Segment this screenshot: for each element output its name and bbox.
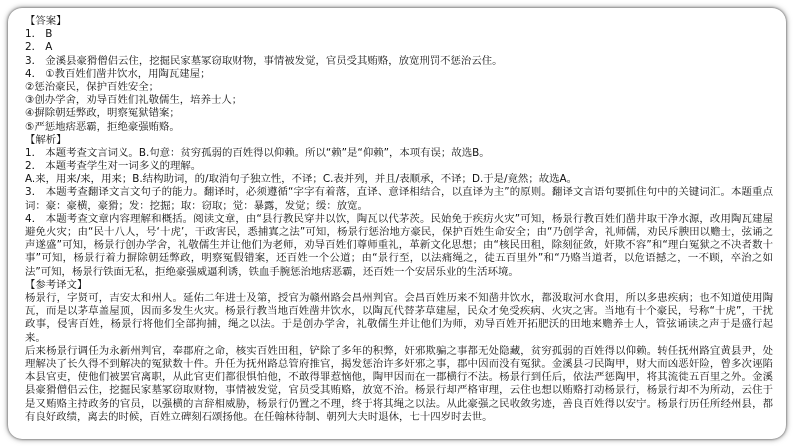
answer-4-item-1: 4． ①教百姓们凿井饮水，用陶瓦建屋；: [25, 67, 211, 80]
answer-1: 1． B: [25, 28, 53, 41]
document-page: [8, 8, 786, 439]
analysis-3: 3． 本题考查翻译文言文句子的能力。翻译时，必须遵循“字字有着落，直译、意译相结合，以直译为主”的原则。翻译文言语句要抓住句中的关键词汇。本题重点词：豪：豪横，豪猾；发：挖掘；取：窃取；觉：暴露，发觉；缓：放宽。: [25, 186, 773, 212]
analysis-1: 1． 本题考查文言词义。B.句意：贫穷孤弱的百姓得以仰赖。所以“赖”是“仰赖”，本项有误；故选B。: [25, 146, 490, 159]
answer-4-item-2: ②惩治豪民，保护百姓安全；: [25, 80, 160, 93]
translation-paragraph-1: 杨景行，字贤可，吉安太和州人。延佑二年进士及第，授官为赣州路会昌州判官。会昌百姓历来不知凿井饮水，都汲取河水食用，所以多患疾病；也不知道使用陶瓦，而是以茅草盖屋顶，因而多发生火灾。杨景行教当地百姓凿井饮水，以陶瓦代替茅草建屋，民众才免受疾病、火灾之害。当地有十个豪民，号称“十虎”，干扰政事，侵害百姓，杨景行将他们全部拘捕，绳之以法。于是创办学舍，礼敬儒生并让他们为师，劝导百姓开拓肥沃的田地来赡养士人，管弦诵读之声于是盛行起来。: [25, 292, 773, 344]
analysis-2-detail: A.来，用来/来，用来；B.结构助词，的/取消句子独立性，不译；C.表并列，并且/表顺承，不译；D.于是/竟然；故选A。: [25, 173, 577, 186]
answer-2: 2． A: [25, 41, 53, 54]
analysis-heading: 【解析】: [25, 133, 67, 146]
answer-4-item-4: ④摒除朝廷弊政，明察冤狱错案；: [25, 107, 180, 120]
analysis-2: 2． 本题考查学生对一词多义的理解。: [25, 160, 202, 173]
translation-paragraph-2: 后来杨景行调任为永新州判官，奉郡府之命，核实百姓田租，铲除了多年的积弊，奸邪欺骗之事都无处隐藏，贫穷孤弱的百姓得以仰赖。转任抚州路宜黄县尹，处理解决了长久得不到解决的冤狱数十件。升任为抚州路总管府推官，揭发惩治许多奸邪之事，郡中因而没有冤狱。金溪县刁民陶甲，财大而凶恶奸险，曾多次诬陷本县官吏，使他们被罢官离职，从此官吏们都很惧怕他，不敢得罪惹恼他，陶甲因而在一郡横行不法。杨景行到任后，依法严惩陶甲，将其流徙五百里之外。金溪县豪猾僧侣云住，挖掘民家墓冢窃取财物，事情被发觉，官员受其贿赂，放宽不治。杨景行却严格审理，云住也想以贿赂打动杨景行，杨景行却不为所动，云住于是又贿赂主持政务的官员，以强横的言辞相威胁，杨景行仍置之不理，终于将其绳之以法。从此豪强之民收敛劣迹，善良百姓得以安宁。杨景行历任所经州县，都有良好政绩，离去的时候，百姓立碑刻石颂扬他。在任翰林待制、朝列大夫时退休，七十四岁时去世。: [25, 344, 773, 423]
analysis-4: 4． 本题考查文章内容理解和概括。阅读文章，由“县行教民穿井以饮，陶瓦以代茅茨。民始免于疾疠火灾”可知，杨景行教百姓们凿井取干净水源，改用陶瓦建屋避免火灾；由“民十八人，号‘十虎’，干政害民，悉捕寘之法”可知，杨景行惩治地方豪民，保护百姓生命安全；由“乃创学舍，礼师儒，劝民斥腴田以赡士，弦诵之声遂盛”可知，杨景行创办学舍，礼敬儒生并让他们为老师，劝导百姓们尊师重礼，革新文化思想；由“核民田租，除刻征敛，奸欺不容”和“理白冤狱之不决者数十事”可知，杨景行着力摒除朝廷弊政，明察冤假错案，还百姓一个公道；由“景行至，以法痛绳之，徒五百里外”和“乃赂当道者，以危语撼之，一不顾，卒治之如法”可知，杨景行铁面无私，拒绝豪强威逼利诱，铁血手腕惩治地痞恶霸，还百姓一个安居乐业的生活环境。: [25, 212, 773, 278]
translation-heading: 【参考译文】: [25, 278, 88, 291]
answer-4-item-3: ③创办学舍，劝导百姓们礼敬儒生，培养士人；: [25, 94, 243, 107]
answer-heading: 【答案】: [25, 15, 67, 27]
answer-4-item-5: ⑤严惩地痞恶霸，拒绝豪强贿赂。: [25, 120, 180, 133]
answer-document: [25, 15, 773, 424]
answer-3: 3． 金溪县豪猾僧侣云住，挖掘民家墓冢窃取财物，事情被发觉，官员受其贿赂，放宽刑罚不惩治云住。: [25, 54, 503, 67]
